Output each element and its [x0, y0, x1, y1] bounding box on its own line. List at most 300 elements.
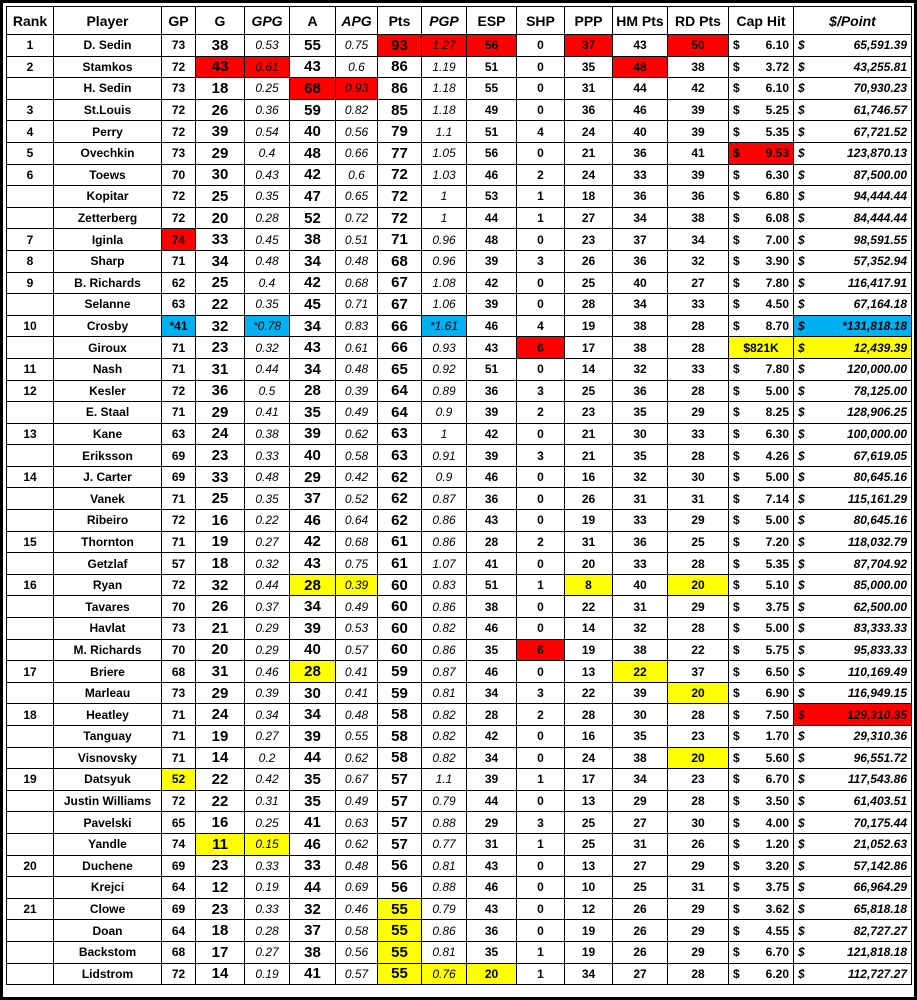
cell-rank	[7, 920, 54, 942]
cap-hit-value: 6.30	[765, 167, 789, 182]
cell-gp: 73	[162, 618, 196, 640]
cell-pp	[794, 78, 912, 100]
cell-pp	[794, 877, 912, 899]
cell-ppp: 24	[565, 164, 613, 186]
cell-a: 55	[290, 35, 336, 57]
cell-esp: 46	[467, 315, 517, 337]
cell-rank: 6	[7, 164, 54, 186]
cell-apg: 0.48	[336, 358, 378, 380]
cell-pgp: 0.9	[422, 402, 467, 424]
cell-gp: 73	[162, 35, 196, 57]
cell-pp	[794, 229, 912, 251]
cell-gp: 69	[162, 855, 196, 877]
cell-a: 42	[290, 531, 336, 553]
cell-g: 30	[196, 164, 245, 186]
header-gp[interactable]: GP	[162, 7, 196, 35]
header-pts[interactable]: Pts	[378, 7, 422, 35]
cell-pgp: 0.82	[422, 704, 467, 726]
cell-gpg: 0.35	[245, 186, 290, 208]
cell-ppp: 16	[565, 726, 613, 748]
cell-esp: 28	[467, 704, 517, 726]
cell-g: 25	[196, 488, 245, 510]
cell-pp	[794, 99, 912, 121]
cell-esp: 42	[467, 423, 517, 445]
cell-shp: 0	[517, 358, 565, 380]
dollar-sign: $	[798, 470, 805, 485]
table-row	[7, 99, 912, 121]
cell-shp: 0	[517, 99, 565, 121]
cell-pgp: 0.82	[422, 618, 467, 640]
cell-rd: 28	[668, 445, 729, 467]
cell-g: 18	[196, 553, 245, 575]
cell-pp	[794, 56, 912, 78]
cell-rank: 14	[7, 466, 54, 488]
cell-rank: 8	[7, 250, 54, 272]
cell-pgp: 1.06	[422, 294, 467, 316]
dollar-sign: $	[798, 966, 805, 981]
cell-esp: 41	[467, 553, 517, 575]
header-esp[interactable]: ESP	[467, 7, 517, 35]
cell-player: Marleau	[54, 682, 162, 704]
header-pgp[interactable]: PGP	[422, 7, 467, 35]
cell-esp: 34	[467, 682, 517, 704]
cell-pgp: 1.1	[422, 121, 467, 143]
cell-apg: 0.55	[336, 726, 378, 748]
cell-g: 20	[196, 207, 245, 229]
cell-player: Backstom	[54, 941, 162, 963]
cell-pgp: 1.05	[422, 142, 467, 164]
cell-player: Ribeiro	[54, 510, 162, 532]
cell-g: 21	[196, 618, 245, 640]
cell-player: J. Carter	[54, 466, 162, 488]
cell-apg: 0.64	[336, 510, 378, 532]
table-row	[7, 121, 912, 143]
cap-hit-value: 8.25	[765, 405, 789, 420]
cell-hm: 40	[613, 574, 668, 596]
header-gpg[interactable]: GPG	[245, 7, 290, 35]
cell-pgp: 0.91	[422, 445, 467, 467]
cell-g: 29	[196, 682, 245, 704]
cell-hm: 36	[613, 250, 668, 272]
cell-pp	[794, 250, 912, 272]
dollar-sign: $	[733, 103, 740, 118]
dollar-sign: $	[798, 902, 805, 917]
cell-esp: 49	[467, 99, 517, 121]
cell-player: Giroux	[54, 337, 162, 359]
cell-apg: 0.48	[336, 704, 378, 726]
cell-a: 59	[290, 99, 336, 121]
cell-pp	[794, 121, 912, 143]
cell-esp: 42	[467, 726, 517, 748]
cell-player: Justin Williams	[54, 790, 162, 812]
per-point-value: 129,310.35	[846, 707, 907, 722]
dollar-sign: $	[733, 837, 740, 852]
cell-a: 34	[290, 250, 336, 272]
cell-pts: 58	[378, 726, 422, 748]
cell-pts: 62	[378, 510, 422, 532]
cell-a: 41	[290, 963, 336, 985]
cell-gpg: 0.41	[245, 402, 290, 424]
per-point-value: 95,833.33	[853, 642, 907, 657]
table-row	[7, 790, 912, 812]
cell-apg: 0.39	[336, 574, 378, 596]
table-row	[7, 164, 912, 186]
dollar-sign: $	[733, 750, 740, 765]
cell-player: Selanne	[54, 294, 162, 316]
cell-apg: 0.69	[336, 877, 378, 899]
cell-pgp: 1.08	[422, 272, 467, 294]
cap-hit-value: 5.60	[765, 750, 789, 765]
cell-hm: 27	[613, 963, 668, 985]
header-rd-pts[interactable]: RD Pts	[668, 7, 729, 35]
cell-apg: 0.39	[336, 380, 378, 402]
cell-player: Vanek	[54, 488, 162, 510]
cell-rd: 25	[668, 531, 729, 553]
dollar-sign: $	[798, 103, 805, 118]
cell-gp: 72	[162, 380, 196, 402]
cell-rd: 29	[668, 596, 729, 618]
header-cap-hit[interactable]: Cap Hit	[729, 7, 794, 35]
cell-esp: 39	[467, 769, 517, 791]
player-stats-table	[6, 6, 912, 985]
cell-pgp: 0.93	[422, 337, 467, 359]
dollar-sign: $	[798, 426, 805, 441]
cell-player: H. Sedin	[54, 78, 162, 100]
cell-ppp: 36	[565, 99, 613, 121]
cell-esp: 39	[467, 250, 517, 272]
cell-pp	[794, 315, 912, 337]
dollar-sign: $	[733, 772, 740, 787]
cell-gpg: 0.4	[245, 142, 290, 164]
cell-pts: 57	[378, 833, 422, 855]
cell-shp: 3	[517, 682, 565, 704]
cell-rd: 29	[668, 402, 729, 424]
cell-esp: 31	[467, 833, 517, 855]
cell-apg: 0.56	[336, 941, 378, 963]
cell-player: Thornton	[54, 531, 162, 553]
cell-hm: 33	[613, 164, 668, 186]
cell-pp	[794, 920, 912, 942]
cell-player: Yandle	[54, 833, 162, 855]
cell-apg: 0.46	[336, 898, 378, 920]
cap-hit-value: 6.08	[765, 211, 789, 226]
cap-hit-value: 4.00	[765, 815, 789, 830]
cell-pgp: 1	[422, 423, 467, 445]
cell-gp: 72	[162, 56, 196, 78]
dollar-sign: $	[798, 578, 805, 593]
cell-a: 35	[290, 769, 336, 791]
cell-cap	[729, 877, 794, 899]
cell-shp: 6	[517, 337, 565, 359]
cell-pp	[794, 963, 912, 985]
cell-gp: 72	[162, 186, 196, 208]
table-row	[7, 747, 912, 769]
cell-a: 40	[290, 445, 336, 467]
cell-pp	[794, 423, 912, 445]
cell-cap	[729, 142, 794, 164]
cell-hm: 33	[613, 553, 668, 575]
header-apg[interactable]: APG	[336, 7, 378, 35]
cell-ppp: 35	[565, 56, 613, 78]
table-row	[7, 639, 912, 661]
cell-cap	[729, 531, 794, 553]
cell-gpg: 0.29	[245, 639, 290, 661]
cell-pgp: 1.27	[422, 35, 467, 57]
cell-cap	[729, 488, 794, 510]
cell-ppp: 26	[565, 488, 613, 510]
cell-shp: 6	[517, 639, 565, 661]
cell-gp: 72	[162, 963, 196, 985]
cell-hm: 32	[613, 466, 668, 488]
table-row	[7, 661, 912, 683]
cell-pp	[794, 142, 912, 164]
cell-g: 24	[196, 423, 245, 445]
cell-gpg: 0.25	[245, 78, 290, 100]
cell-cap	[729, 294, 794, 316]
dollar-sign: $	[798, 837, 805, 852]
cell-player: Kane	[54, 423, 162, 445]
header-player[interactable]: Player	[54, 7, 162, 35]
cell-player: Stamkos	[54, 56, 162, 78]
cell-cap	[729, 553, 794, 575]
table-row	[7, 56, 912, 78]
cell-a: 44	[290, 877, 336, 899]
cell-shp: 0	[517, 747, 565, 769]
cell-rank	[7, 337, 54, 359]
cell-ppp: 25	[565, 272, 613, 294]
cell-rd: 39	[668, 121, 729, 143]
table-row	[7, 35, 912, 57]
cell-pgp: 0.87	[422, 661, 467, 683]
table-row	[7, 423, 912, 445]
cell-apg: 0.52	[336, 488, 378, 510]
cell-g: 29	[196, 402, 245, 424]
cell-ppp: 13	[565, 661, 613, 683]
cell-gp: 68	[162, 941, 196, 963]
cell-cap	[729, 812, 794, 834]
cell-g: 23	[196, 445, 245, 467]
cell-gpg: 0.32	[245, 553, 290, 575]
dollar-sign: $	[733, 38, 740, 53]
per-point-value: 100,000.00	[846, 426, 907, 441]
cell-player: Visnovsky	[54, 747, 162, 769]
header-per-point[interactable]: $/Point	[794, 7, 912, 35]
dollar-sign: $	[733, 362, 740, 377]
per-point-value: 67,619.05	[853, 448, 907, 463]
cell-pts: 85	[378, 99, 422, 121]
dollar-sign: $	[798, 794, 805, 809]
cell-hm: 46	[613, 99, 668, 121]
cell-cap	[729, 56, 794, 78]
cell-pgp: 0.83	[422, 574, 467, 596]
header-shp[interactable]: SHP	[517, 7, 565, 35]
cell-shp: 0	[517, 56, 565, 78]
cell-hm: 26	[613, 941, 668, 963]
cap-hit-value: 6.80	[765, 189, 789, 204]
cell-apg: 0.62	[336, 747, 378, 769]
dollar-sign: $	[798, 750, 805, 765]
cell-shp: 0	[517, 229, 565, 251]
cell-rd: 22	[668, 639, 729, 661]
cell-apg: 0.6	[336, 56, 378, 78]
cell-cap	[729, 466, 794, 488]
cell-gp: 69	[162, 466, 196, 488]
header-a[interactable]: A	[290, 7, 336, 35]
per-point-value: 57,142.86	[853, 858, 907, 873]
cell-gp: 72	[162, 121, 196, 143]
per-point-value: *131,818.18	[842, 319, 907, 334]
cell-apg: 0.41	[336, 682, 378, 704]
cell-a: 39	[290, 618, 336, 640]
cell-g: 26	[196, 596, 245, 618]
cell-shp: 2	[517, 704, 565, 726]
cell-pts: 63	[378, 423, 422, 445]
cell-ppp: 21	[565, 423, 613, 445]
cell-rank	[7, 726, 54, 748]
cell-rank: 5	[7, 142, 54, 164]
cell-a: 43	[290, 337, 336, 359]
dollar-sign: $	[798, 642, 805, 657]
cell-pp	[794, 186, 912, 208]
cell-rank: 12	[7, 380, 54, 402]
cell-ppp: 37	[565, 35, 613, 57]
cell-player: Tavares	[54, 596, 162, 618]
dollar-sign: $	[798, 707, 805, 722]
cell-ppp: 16	[565, 466, 613, 488]
cell-pgp: 1.19	[422, 56, 467, 78]
cell-esp: 35	[467, 639, 517, 661]
cell-a: 30	[290, 682, 336, 704]
dollar-sign: $	[733, 491, 740, 506]
cell-hm: 34	[613, 294, 668, 316]
cell-hm: 25	[613, 877, 668, 899]
cell-rank	[7, 294, 54, 316]
per-point-value: 29,310.36	[853, 729, 907, 744]
cell-pts: 57	[378, 790, 422, 812]
table-row	[7, 229, 912, 251]
cell-a: 43	[290, 553, 336, 575]
cell-g: 12	[196, 877, 245, 899]
cell-pgp: 0.89	[422, 380, 467, 402]
dollar-sign: $	[733, 167, 740, 182]
cell-cap	[729, 423, 794, 445]
dollar-sign: $	[733, 945, 740, 960]
cell-player: Doan	[54, 920, 162, 942]
cell-a: 32	[290, 898, 336, 920]
cell-esp: 20	[467, 963, 517, 985]
cell-pp	[794, 488, 912, 510]
cell-pgp: 0.76	[422, 963, 467, 985]
cell-g: 32	[196, 574, 245, 596]
dollar-sign: $	[798, 448, 805, 463]
dollar-sign: $	[798, 815, 805, 830]
cell-g: 22	[196, 790, 245, 812]
cell-g: 26	[196, 99, 245, 121]
cap-hit-value: 5.00	[765, 470, 789, 485]
dollar-sign: $	[798, 383, 805, 398]
cell-gp: 74	[162, 833, 196, 855]
cell-hm: 36	[613, 186, 668, 208]
cell-player: B. Richards	[54, 272, 162, 294]
dollar-sign: $	[798, 211, 805, 226]
cell-gp: 64	[162, 920, 196, 942]
cell-shp: 1	[517, 769, 565, 791]
cell-cap	[729, 920, 794, 942]
per-point-value: 83,333.33	[853, 621, 907, 636]
cell-apg: 0.72	[336, 207, 378, 229]
cell-ppp: 26	[565, 250, 613, 272]
cell-esp: 39	[467, 402, 517, 424]
cell-hm: 34	[613, 769, 668, 791]
cell-g: 18	[196, 78, 245, 100]
cap-hit-value: 5.35	[765, 556, 789, 571]
header-ppp[interactable]: PPP	[565, 7, 613, 35]
table-row	[7, 812, 912, 834]
cell-g: 29	[196, 142, 245, 164]
table-row	[7, 272, 912, 294]
cell-gpg: 0.43	[245, 164, 290, 186]
cell-hm: 32	[613, 618, 668, 640]
cap-hit-value: 9.53	[765, 146, 789, 161]
header-rank[interactable]: Rank	[7, 7, 54, 35]
cell-player: Sharp	[54, 250, 162, 272]
cell-pgp: 0.86	[422, 531, 467, 553]
cell-g: 23	[196, 337, 245, 359]
dollar-sign: $	[733, 815, 740, 830]
cell-cap	[729, 337, 794, 359]
cell-ppp: 28	[565, 294, 613, 316]
cell-esp: 43	[467, 337, 517, 359]
header-hm-pts[interactable]: HM Pts	[613, 7, 668, 35]
cell-hm: 39	[613, 682, 668, 704]
cell-gpg: 0.37	[245, 596, 290, 618]
cell-hm: 31	[613, 596, 668, 618]
cell-apg: 0.66	[336, 142, 378, 164]
cell-gpg: 0.33	[245, 898, 290, 920]
cell-ppp: 31	[565, 78, 613, 100]
cell-cap	[729, 272, 794, 294]
cap-hit-value: 5.25	[765, 103, 789, 118]
cell-rd: 20	[668, 574, 729, 596]
cell-g: 19	[196, 531, 245, 553]
cap-hit-value: 5.75	[765, 642, 789, 657]
cap-hit-value: 3.90	[765, 254, 789, 269]
dollar-sign: $	[733, 686, 740, 701]
cell-pgp: 0.82	[422, 747, 467, 769]
header-row	[7, 7, 912, 35]
cell-pgp: 0.81	[422, 855, 467, 877]
cell-pts: 86	[378, 78, 422, 100]
cell-pp	[794, 726, 912, 748]
per-point-value: 84,444.44	[853, 211, 907, 226]
dollar-sign: $	[798, 38, 805, 53]
header-g[interactable]: G	[196, 7, 245, 35]
cell-hm: 30	[613, 704, 668, 726]
cell-player: Krejci	[54, 877, 162, 899]
cell-pgp: 1.18	[422, 99, 467, 121]
cell-shp: 0	[517, 618, 565, 640]
cell-apg: 0.75	[336, 35, 378, 57]
cell-player: Crosby	[54, 315, 162, 337]
cell-a: 46	[290, 833, 336, 855]
cell-a: 34	[290, 596, 336, 618]
cell-esp: 46	[467, 661, 517, 683]
cell-gpg: 0.32	[245, 337, 290, 359]
cell-ppp: 18	[565, 186, 613, 208]
cell-cap	[729, 855, 794, 877]
cell-hm: 31	[613, 833, 668, 855]
cell-pp	[794, 941, 912, 963]
